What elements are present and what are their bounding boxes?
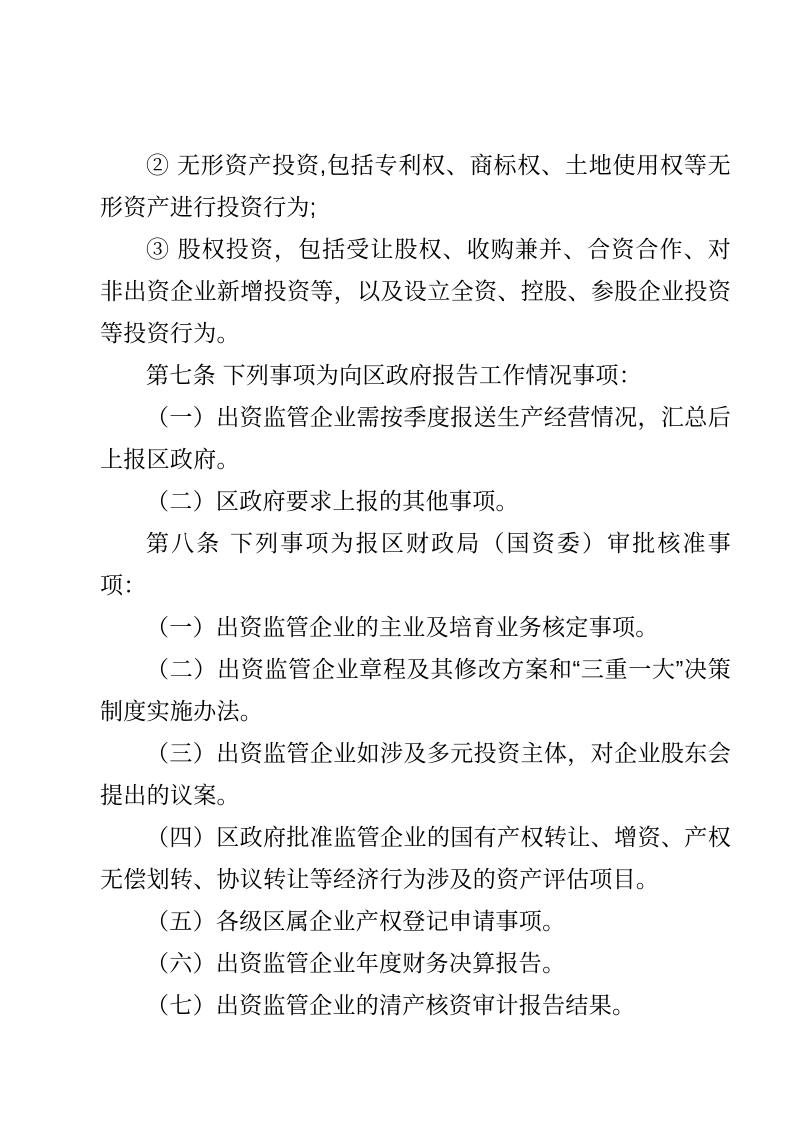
paragraph-intangible-asset-investment: ② 无形资产投资,包括专利权、商标权、土地使用权等无形资产进行投资行为; — [100, 152, 731, 220]
paragraph-article-7-item-1: （一）出资监管企业需按季度报送生产经营情况，汇总后上报区政府。 — [100, 404, 731, 472]
paragraph-equity-investment: ③ 股权投资，包括受让股权、收购兼并、合资合作、对非出资企业新增投资等，以及设立全资、控股、参股企业投资等投资行为。 — [100, 236, 731, 346]
paragraph-article-8-item-5: （五）各级区属企业产权登记申请事项。 — [146, 908, 566, 934]
paragraph-article-7-heading: 第七条 下列事项为向区政府报告工作情况事项： — [146, 362, 642, 388]
paragraph-article-8-item-2: （二）出资监管企业章程及其修改方案和“三重一大”决策制度实施办法。 — [100, 656, 731, 724]
paragraph-article-8-item-6: （六）出资监管企业年度财务决算报告。 — [146, 950, 566, 976]
paragraph-article-8-item-7: （七）出资监管企业的清产核资审计报告结果。 — [146, 992, 636, 1018]
document-body — [100, 144, 731, 1026]
paragraph-article-8-item-1: （一）出资监管企业的主业及培育业务核定事项。 — [146, 614, 659, 640]
paragraph-article-8-item-3: （三）出资监管企业如涉及多元投资主体，对企业股东会提出的议案。 — [100, 740, 731, 808]
paragraph-article-7-item-2: （二）区政府要求上报的其他事项。 — [146, 488, 519, 514]
paragraph-article-8-heading: 第八条 下列事项为报区财政局（国资委）审批核准事项： — [100, 530, 731, 598]
paragraph-article-8-item-4: （四）区政府批准监管企业的国有产权转让、增资、产权无偿划转、协议转让等经济行为涉及的资产评估项目。 — [100, 824, 731, 892]
